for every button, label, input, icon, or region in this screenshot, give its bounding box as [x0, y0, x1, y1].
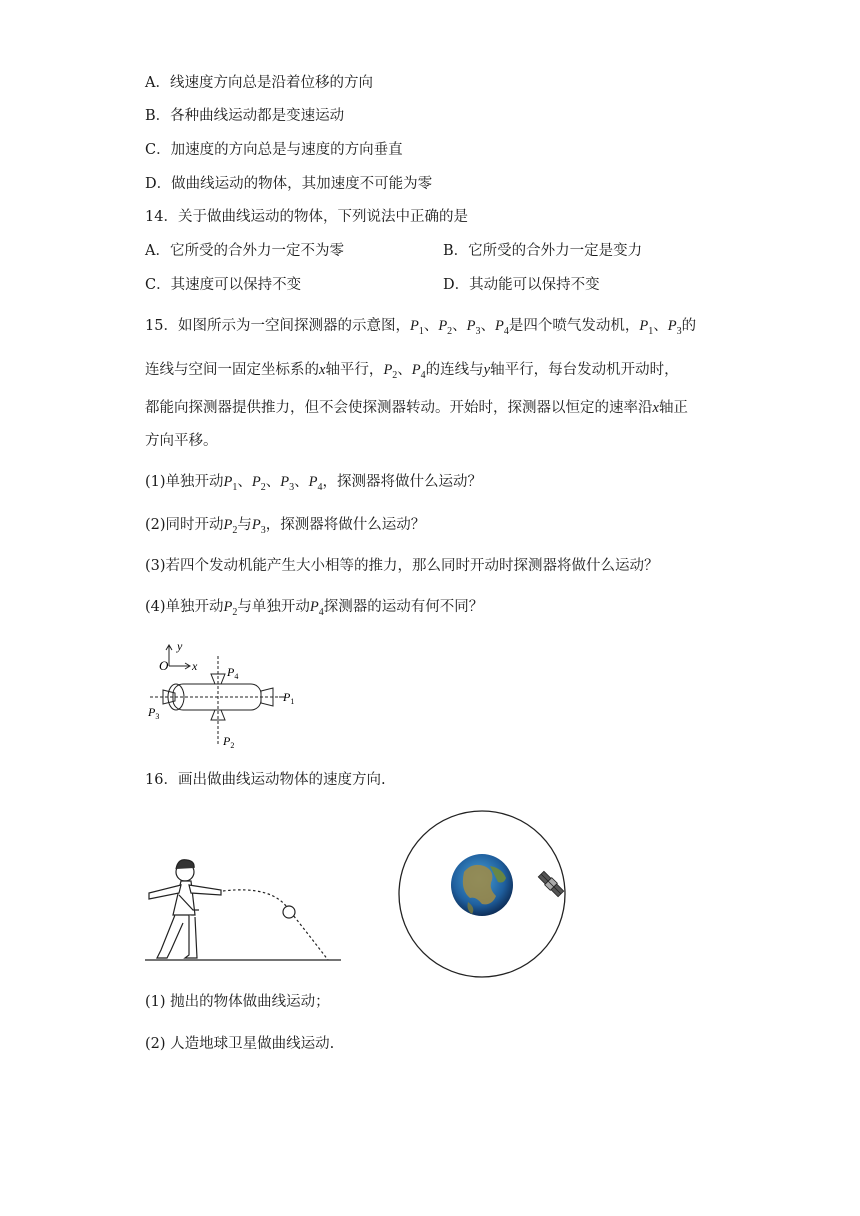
q15-sub-4: (4)单独开动$P_2$与单独开动$P_4$探测器的运动有何不同？	[145, 599, 484, 618]
p4-label: $P_4$	[227, 665, 239, 681]
q16-sub-2: (2) 人造地球卫星做曲线运动.	[145, 1036, 335, 1052]
p2-label: $P_2$	[223, 734, 235, 750]
q15-stem-line-4: 方向平移。	[145, 433, 218, 449]
earth-image	[451, 854, 513, 916]
probe-diagram	[145, 638, 305, 753]
q13-option-d: D．做曲线运动的物体，其加速度不可能为零	[145, 176, 433, 192]
q15-sub-2: (2)同时开动$P_2$与$P_3$，探测器将做什么运动？	[145, 517, 426, 536]
q13-option-a: A．线速度方向总是沿着位移的方向	[145, 75, 373, 91]
origin-label: O	[159, 658, 169, 673]
q15-stem-line-3: 都能向探测器提供推力，但不会使探测器转动。开始时，探测器以恒定的速率沿x轴正	[145, 400, 688, 416]
x-axis-label: x	[192, 659, 198, 673]
y-axis-label: y	[177, 639, 183, 653]
q14-option-c: C．其速度可以保持不变	[145, 277, 302, 293]
q15-sub-1: (1)单独开动$P_1$、$P_2$、$P_3$、$P_4$，探测器将做什么运动？	[145, 474, 482, 493]
thrower-illustration	[143, 855, 343, 965]
q14-stem: 14．关于做曲线运动的物体，下列说法中正确的是	[145, 209, 468, 225]
q15-stem-line-1: 15．如图所示为一空间探测器的示意图，$P_1$、$P_2$、$P_3$、$P_4$是四个喷气发动机，$P_1$、$P_3$的	[145, 318, 697, 337]
q14-option-b: B．它所受的合外力一定是变力	[443, 243, 643, 259]
p1-label: $P_1$	[283, 690, 295, 706]
q13-option-b: B．各种曲线运动都是变速运动	[145, 108, 345, 124]
p3-label: $P_3$	[148, 705, 160, 721]
q13-option-c: C．加速度的方向总是与速度的方向垂直	[145, 142, 403, 158]
q16-stem: 16．画出做曲线运动物体的速度方向.	[145, 772, 386, 788]
q14-option-d: D．其动能可以保持不变	[443, 277, 600, 293]
q14-option-a: A．它所受的合外力一定不为零	[145, 243, 344, 259]
q16-sub-1: (1) 抛出的物体做曲线运动；	[145, 994, 330, 1010]
q15-stem-line-2: 连线与空间一固定坐标系的x轴平行，$P_2$、$P_4$的连线与y轴平行，每台发动机开动时，	[145, 362, 679, 381]
orbit-illustration	[398, 818, 578, 970]
satellite-image	[538, 871, 565, 898]
q15-sub-3: (3)若四个发动机能产生大小相等的推力，那么同时开动时探测器将做什么运动？	[145, 558, 659, 574]
